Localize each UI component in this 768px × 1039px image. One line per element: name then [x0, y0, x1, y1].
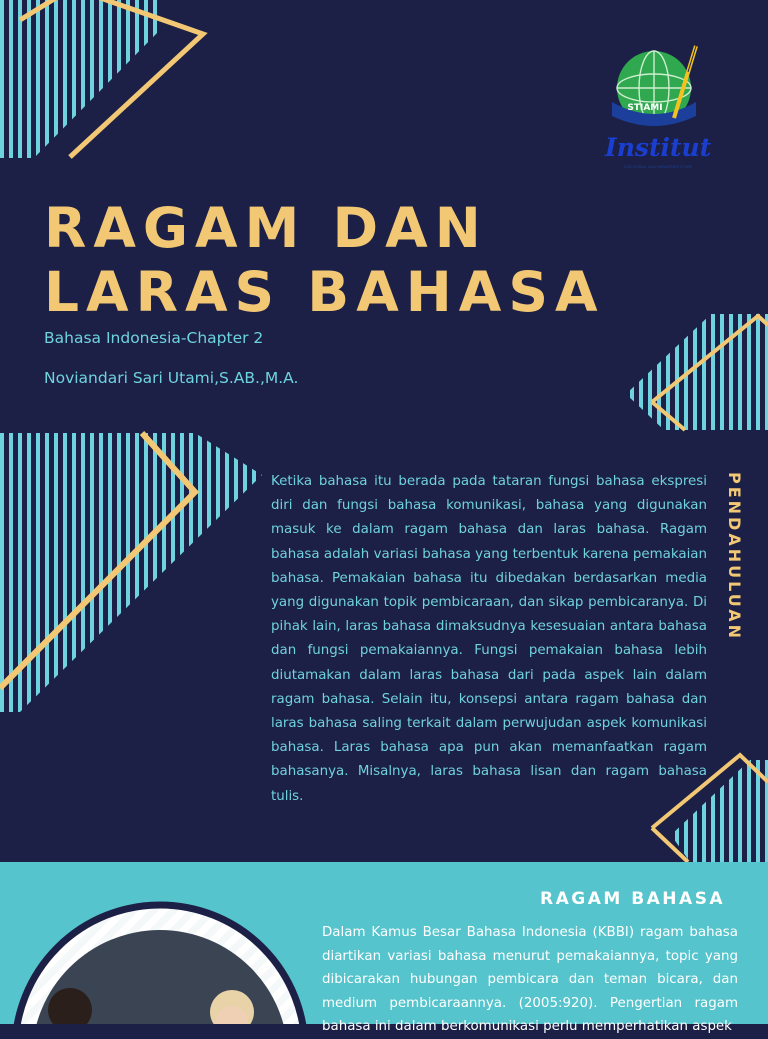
title-line-1: RAGAM DAN [44, 196, 488, 260]
section-paragraph: Dalam Kamus Besar Bahasa Indonesia (KBBI) ragam bahasa diartikan variasi bahasa menurut pemakaiannya, topic yang dibicarakan hubungan pembicara dan teman bicara, dan medium pembicaraannya. (2005:920). Pengertian ragam bahasa ini dalam berkomunikasi perlu memperhatikan aspek [322, 925, 738, 1034]
logo-badge-text: STIAMI [627, 103, 663, 113]
left-stripes-decoration [0, 433, 262, 712]
vertical-section-label: PENDAHULUAN [725, 472, 744, 641]
subtitle: Bahasa Indonesia-Chapter 2 [44, 329, 264, 347]
logo-caption: ILMU SOSIAL DAN MANAJEMEN STIAMI [623, 165, 693, 169]
intro-paragraph: Ketika bahasa itu berada pada tataran fungsi bahasa ekspresi diri dan fungsi bahasa komunikasi, bahasa yang digunakan masuk ke dalam ragam bahasa dan laras bahasa. Ragam bahasa adalah variasi bahasa yang terbentuk karena pemakaian bahasa. Pemakaian bahasa itu dibedakan berdasarkan media yang digunakan topik pembicaraan, dan sikap pembicaranya. Di pihak lain, laras bahasa dimaksudnya kesesuaian antara bahasa dan fungsi pemakaiannya. Fungsi pemakaian bahasa lebih diutamakan dalam laras bahasa dari pada aspek lain dalam ragam bahasa. Selain itu, konsepsi antara ragam bahasa dan laras bahasa saling terkait dalam perwujudan aspek komunikasi bahasa. Laras bahasa apa pun akan memanfaatkan ragam bahasanya. Misalnya, laras bahasa lisan dan ragam bahasa tulis. [271, 474, 707, 804]
author: Noviandari Sari Utami,S.AB.,M.A. [44, 369, 299, 387]
title-line-2: LARAS BAHASA [44, 260, 605, 324]
top-left-stripes-decoration [0, 0, 203, 158]
page-title [44, 196, 605, 324]
right-triangle-stripes-decoration [626, 314, 768, 430]
logo-wordmark: Institut [605, 133, 712, 162]
section-heading: RAGAM BAHASA [540, 889, 726, 909]
